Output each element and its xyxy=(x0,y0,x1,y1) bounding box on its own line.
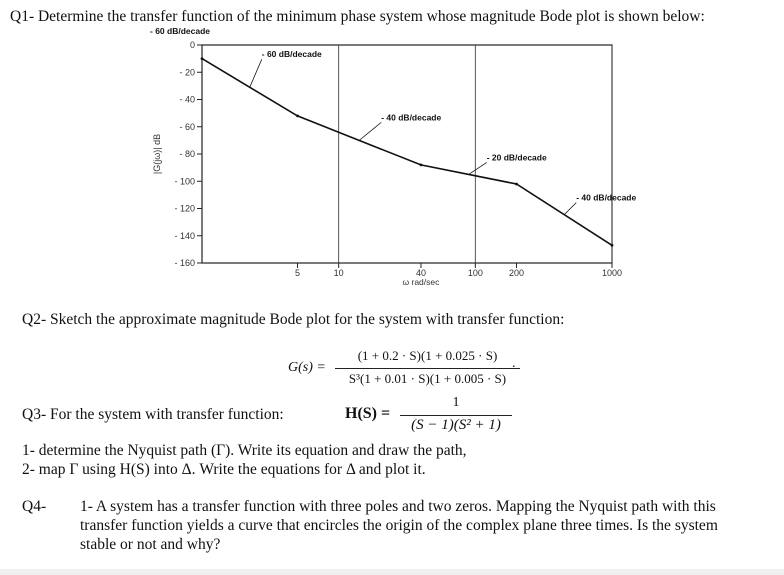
y-tick-label: - 80 xyxy=(179,149,195,159)
q1-text: Q1- Determine the transfer function of the minimum phase system whose magnitude Bode plot is shown below: xyxy=(10,8,705,25)
slope-annotation: - 40 dB/decade xyxy=(381,112,442,123)
magnitude-point xyxy=(201,57,204,60)
x-tick-label: 200 xyxy=(508,268,524,278)
slope-annotation: - 60 dB/decade xyxy=(261,49,322,60)
q3-denominator: (S − 1)(S² + 1) xyxy=(411,417,501,433)
magnitude-point xyxy=(296,114,299,117)
plot-frame xyxy=(202,45,612,263)
y-tick-label: - 120 xyxy=(174,203,195,214)
q4-line-2: transfer function yields a curve that encircles the origin of the complex plane three times. Is the system xyxy=(80,517,718,534)
y-tick-label: - 40 xyxy=(179,94,195,105)
q3-item-2: 2- map Γ using H(S) into Δ. Write the equations for Δ and plot it. xyxy=(22,461,426,478)
magnitude-point xyxy=(515,183,518,186)
slope-annotation: - 60 dB/decade xyxy=(150,26,210,36)
q2-trailing-period: . xyxy=(512,356,516,371)
q4-line-1: 1- A system has a transfer function with three poles and two zeros. Mapping the Nyquist path with this xyxy=(80,498,716,515)
q3-fraction-bar xyxy=(400,415,512,416)
q2-lhs: G(s) = xyxy=(288,360,326,375)
q4-label: Q4- xyxy=(22,498,47,515)
x-tick-label: 1000 xyxy=(601,268,623,278)
annotation-pointer xyxy=(359,122,381,140)
q2-denominator: S³(1 + 0.01 · S)(1 + 0.005 · S) xyxy=(348,371,507,386)
q3-lhs: H(S) = xyxy=(345,405,391,422)
annotation-pointer xyxy=(564,203,576,215)
x-axis-label: ω rad/sec xyxy=(402,277,440,287)
x-tick-label: 100 xyxy=(467,268,483,278)
y-tick-label: - 140 xyxy=(174,230,195,241)
magnitude-series-line xyxy=(202,59,612,246)
magnitude-point xyxy=(611,244,614,247)
q2-numerator: (1 + 0.2 · S)(1 + 0.025 · S) xyxy=(357,348,498,363)
bode-magnitude-chart xyxy=(150,26,637,299)
y-axis-label: |G(jω)| dB xyxy=(152,133,162,175)
y-tick-label: - 160 xyxy=(174,258,195,268)
q3-numerator: 1 xyxy=(452,395,460,410)
x-tick-label: 10 xyxy=(333,268,344,278)
y-tick-label: - 20 xyxy=(179,67,195,78)
q3-item-1: 1- determine the Nyquist path (Γ). Write its equation and draw the path, xyxy=(22,442,467,459)
q3-text: Q3- For the system with transfer function: xyxy=(22,406,284,423)
page-footer-strip xyxy=(0,569,784,575)
annotation-pointer xyxy=(250,59,262,87)
y-tick-label: - 60 xyxy=(179,121,195,132)
q2-text: Q2- Sketch the approximate magnitude Bode plot for the system with transfer function: xyxy=(22,311,565,328)
slope-annotation: - 20 dB/decade xyxy=(486,152,547,163)
x-tick-label: 40 xyxy=(415,268,426,278)
q2-fraction-bar xyxy=(335,368,520,369)
slope-annotation: - 40 dB/decade xyxy=(576,192,637,203)
annotation-pointer xyxy=(469,162,487,174)
magnitude-point xyxy=(420,164,423,167)
x-tick-label: 5 xyxy=(295,268,301,278)
y-tick-label: - 100 xyxy=(174,176,195,187)
q4-line-3: stable or not and why? xyxy=(80,536,221,553)
y-tick-label: 0 xyxy=(189,40,195,50)
